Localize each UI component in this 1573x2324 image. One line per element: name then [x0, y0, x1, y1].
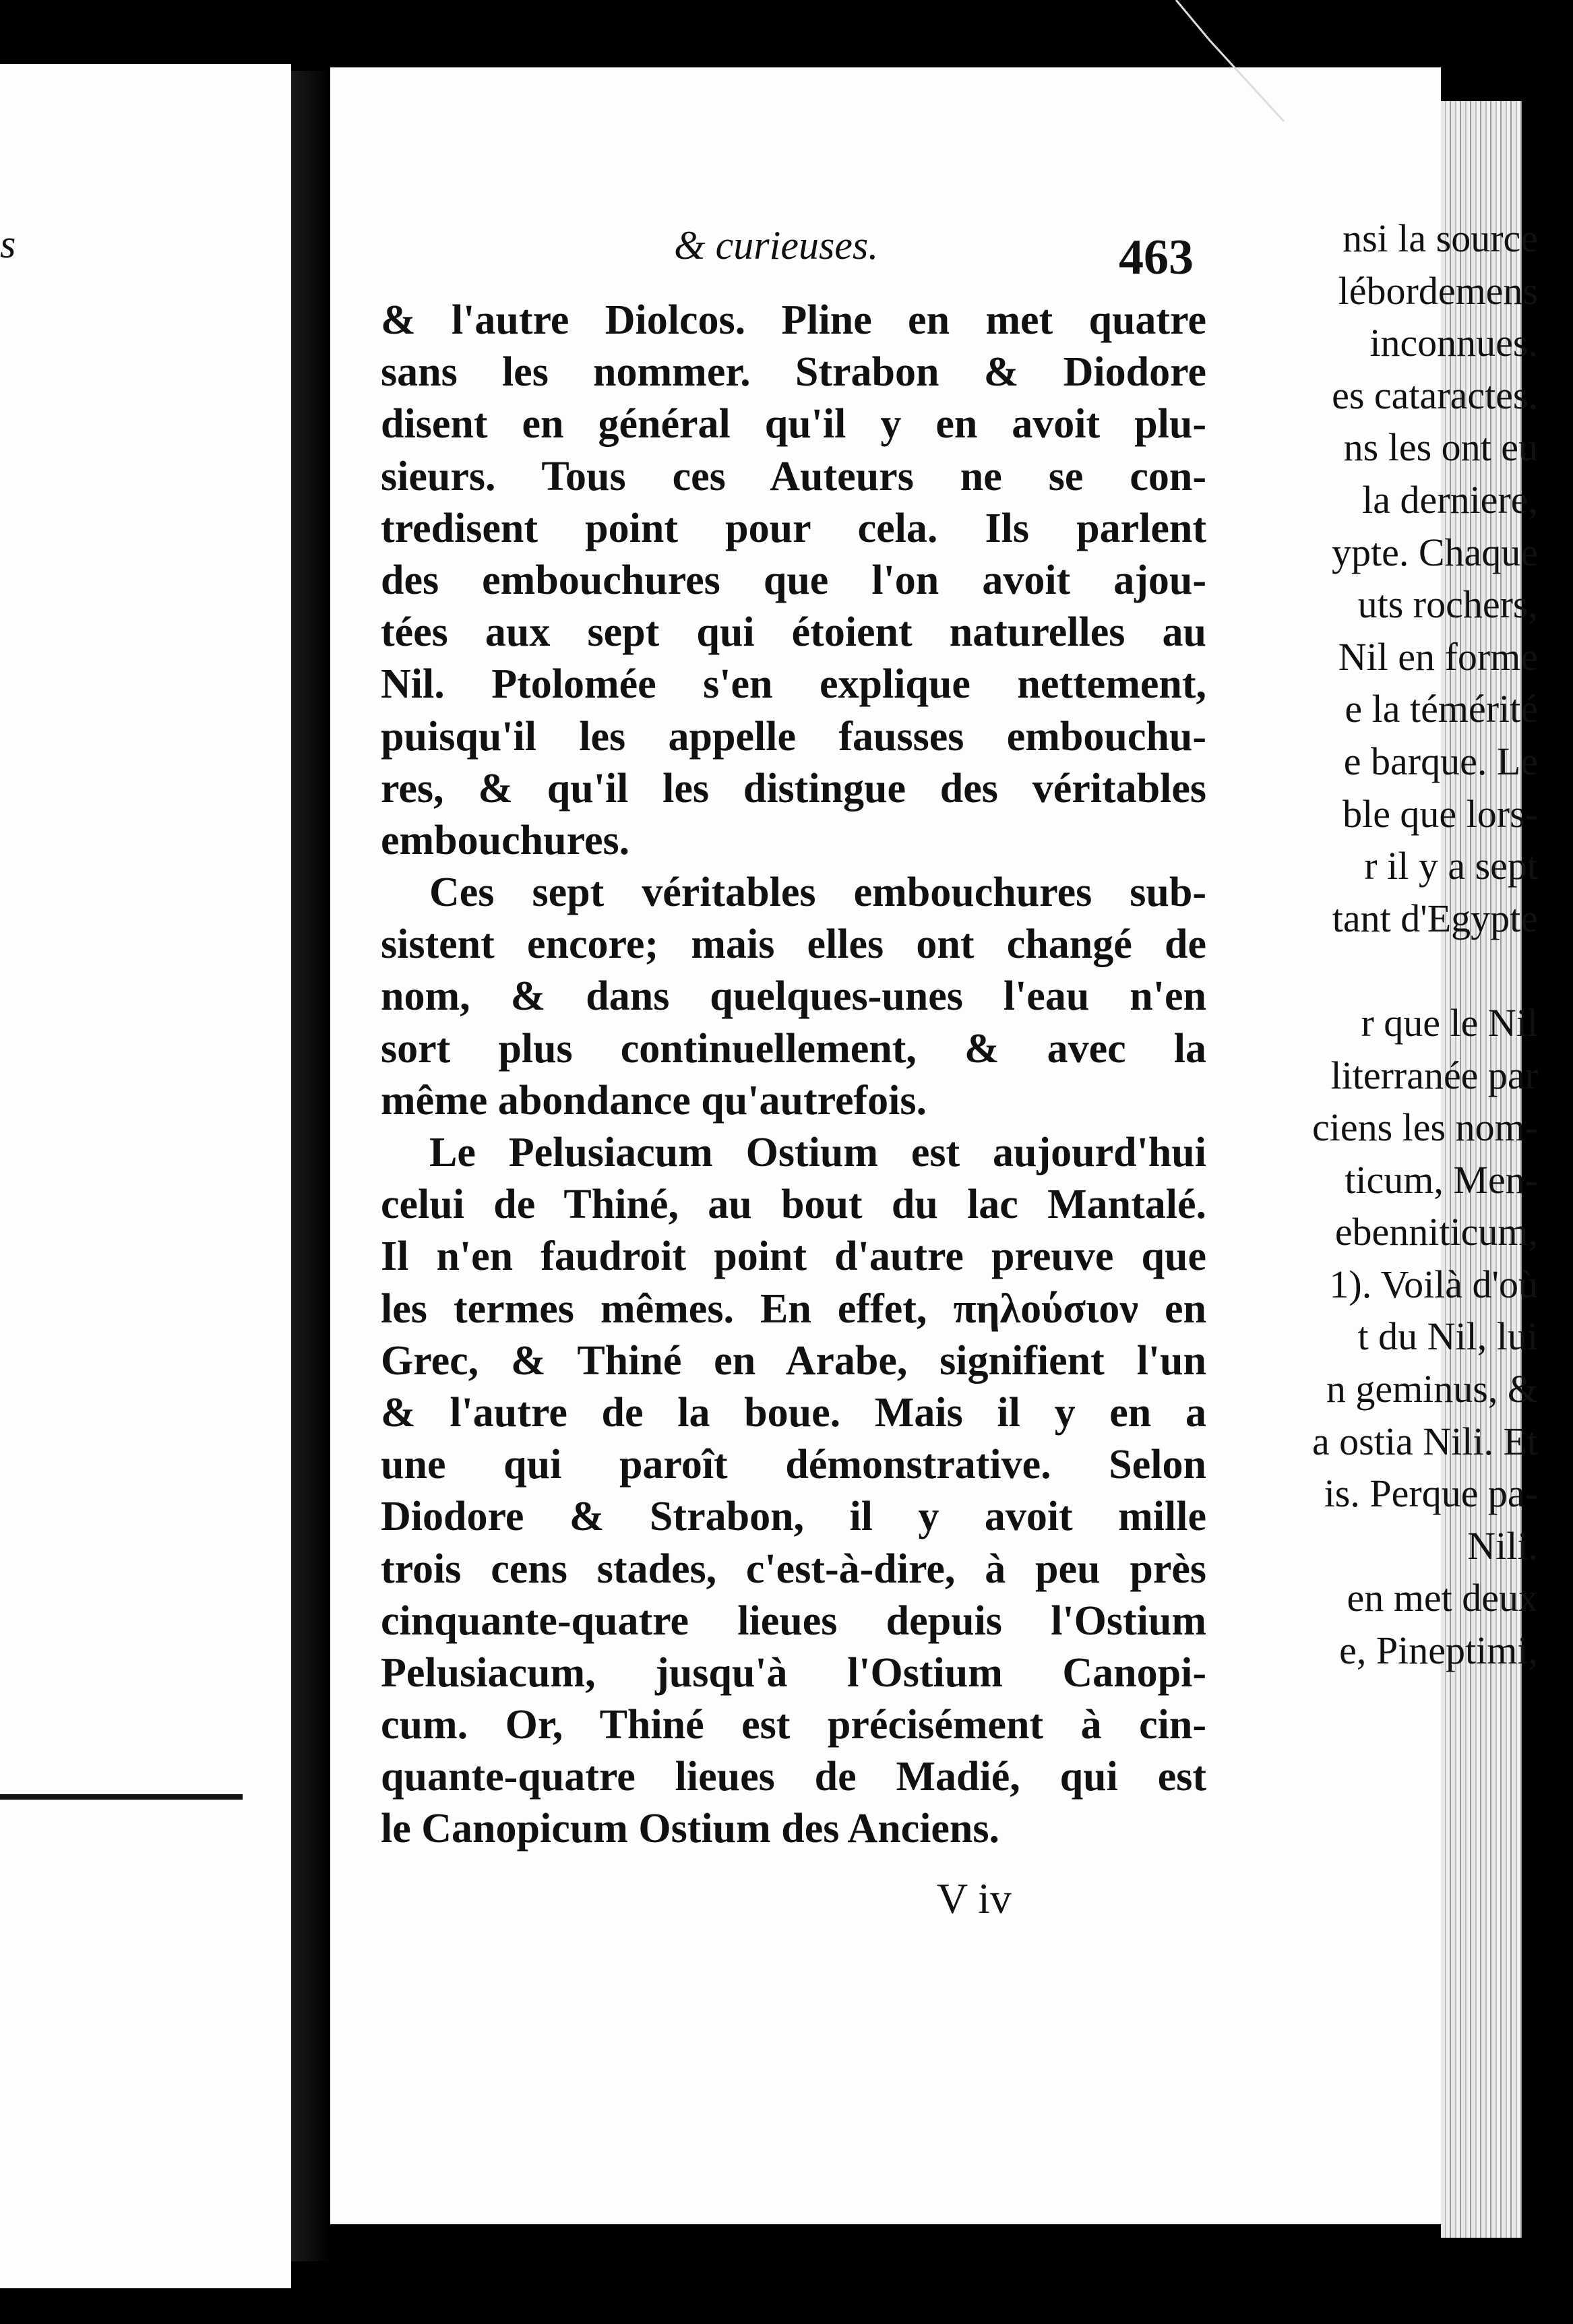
body-line: Ces sept véritables embouchures sub- [429, 869, 1206, 916]
body-line: celui de Thiné, au bout du lac Mantalé. [381, 1182, 1206, 1228]
left-page-line: e barque. Le [1343, 739, 1538, 783]
body-line: cinquante-quatre lieues depuis l'Ostium [381, 1597, 1206, 1644]
body-line: sans les nommer. Strabon & Diodore [381, 349, 1206, 396]
signature-mark: V iv [937, 1874, 1012, 1922]
body-line: tredisent point pour cela. Ils parlent [381, 505, 1206, 551]
page-number: 463 [1119, 230, 1194, 285]
left-page-line: literranée par [1330, 1053, 1538, 1097]
left-page-line: la derniere, [1362, 477, 1538, 522]
running-header: & curieuses. [674, 223, 879, 268]
left-page-line: es cataractes. [1332, 373, 1538, 417]
left-page-line: lébordemens [1338, 268, 1538, 313]
left-page-line [1282, 944, 1538, 997]
body-text [381, 295, 1206, 1856]
body-line: puisqu'il les appelle fausses embouchu- [381, 713, 1206, 760]
left-page-line: en met deux [1347, 1576, 1538, 1620]
body-line: nom, & dans quelques-unes l'eau n'en [381, 973, 1206, 1020]
left-page-line: tant d'Egypte [1332, 896, 1538, 940]
body-line: Le Pelusiacum Ostium est aujourd'hui [429, 1130, 1206, 1175]
body-line: le Canopicum Ostium des Anciens. [381, 1806, 1000, 1852]
left-page [0, 64, 291, 2288]
left-page-line: 1). Voilà d'où [1329, 1262, 1538, 1306]
left-page-text [1282, 212, 1538, 1677]
left-page-line: Nili. [1467, 1523, 1538, 1568]
body-line: cum. Or, Thiné est précisément à cin- [381, 1702, 1206, 1748]
left-page-line: ble que lors- [1343, 791, 1538, 836]
left-page-line: is. Perque pa- [1324, 1471, 1538, 1516]
body-line: Il n'en faudroit point d'autre preuve que [381, 1233, 1206, 1280]
paper-crease [1169, 0, 1304, 135]
left-page-line: a ostia Nili. Et [1312, 1419, 1538, 1463]
left-page-line: ebenniticum, [1334, 1210, 1538, 1254]
body-line: Diodore & Strabon, il y avoit mille [381, 1494, 1206, 1540]
left-page-line: n geminus, & [1326, 1367, 1538, 1411]
body-line: res, & qu'il les distingue des véritables [381, 765, 1206, 812]
left-page-line: uts rochers, [1357, 582, 1538, 627]
body-line: même abondance qu'autrefois. [381, 1077, 927, 1124]
body-line: trois cens stades, c'est-à-dire, à peu près [381, 1546, 1206, 1592]
left-page-line: ns les ont eu [1343, 425, 1538, 470]
left-page-line: ciens les nom- [1312, 1105, 1538, 1150]
body-line: les termes mêmes. En effet, πηλούσιον en [381, 1285, 1206, 1332]
left-page-line: Nil en forme [1338, 634, 1538, 679]
body-line: sort plus continuellement, & avec la [381, 1025, 1206, 1072]
body-line: une qui paroît démonstrative. Selon [381, 1442, 1206, 1488]
left-page-line: inconnues. [1369, 321, 1538, 365]
body-line: & l'autre Diolcos. Pline en met quatre [381, 297, 1206, 343]
body-line: Nil. Ptolomée s'en explique nettement, [381, 661, 1206, 708]
gutter-shadow [291, 71, 330, 2261]
left-page-rule [0, 1794, 243, 1800]
left-page-line: ypte. Chaque [1331, 530, 1538, 574]
body-line: Pelusiacum, jusqu'à l'Ostium Canopi- [381, 1649, 1206, 1696]
left-page-line: r que le Nil [1361, 1000, 1538, 1045]
left-page-line: e la témérité [1345, 687, 1538, 731]
left-page-mark: s [0, 222, 16, 266]
left-page-line: t du Nil, lui [1357, 1314, 1538, 1359]
body-line: sistent encore; mais elles ont changé de [381, 921, 1206, 968]
left-page-line: r il y a sept [1364, 844, 1538, 888]
left-page-line: e, Pineptimi, [1339, 1628, 1538, 1673]
body-line: des embouchures que l'on avoit ajou- [381, 557, 1206, 603]
body-line: Grec, & Thiné en Arabe, signifient l'un [381, 1337, 1206, 1384]
body-line: embouchures. [381, 817, 630, 863]
left-page-line: nsi la source [1343, 216, 1538, 260]
body-line: quante-quatre lieues de Madié, qui est [381, 1754, 1206, 1800]
body-line: & l'autre de la boue. Mais il y en a [381, 1389, 1206, 1436]
body-line: tées aux sept qui étoient naturelles au [381, 609, 1206, 656]
body-line: disent en général qu'il y en avoit plu- [381, 401, 1206, 448]
body-line: sieurs. Tous ces Auteurs ne se con- [381, 453, 1206, 499]
left-page-line: ticum, Men- [1345, 1157, 1538, 1202]
